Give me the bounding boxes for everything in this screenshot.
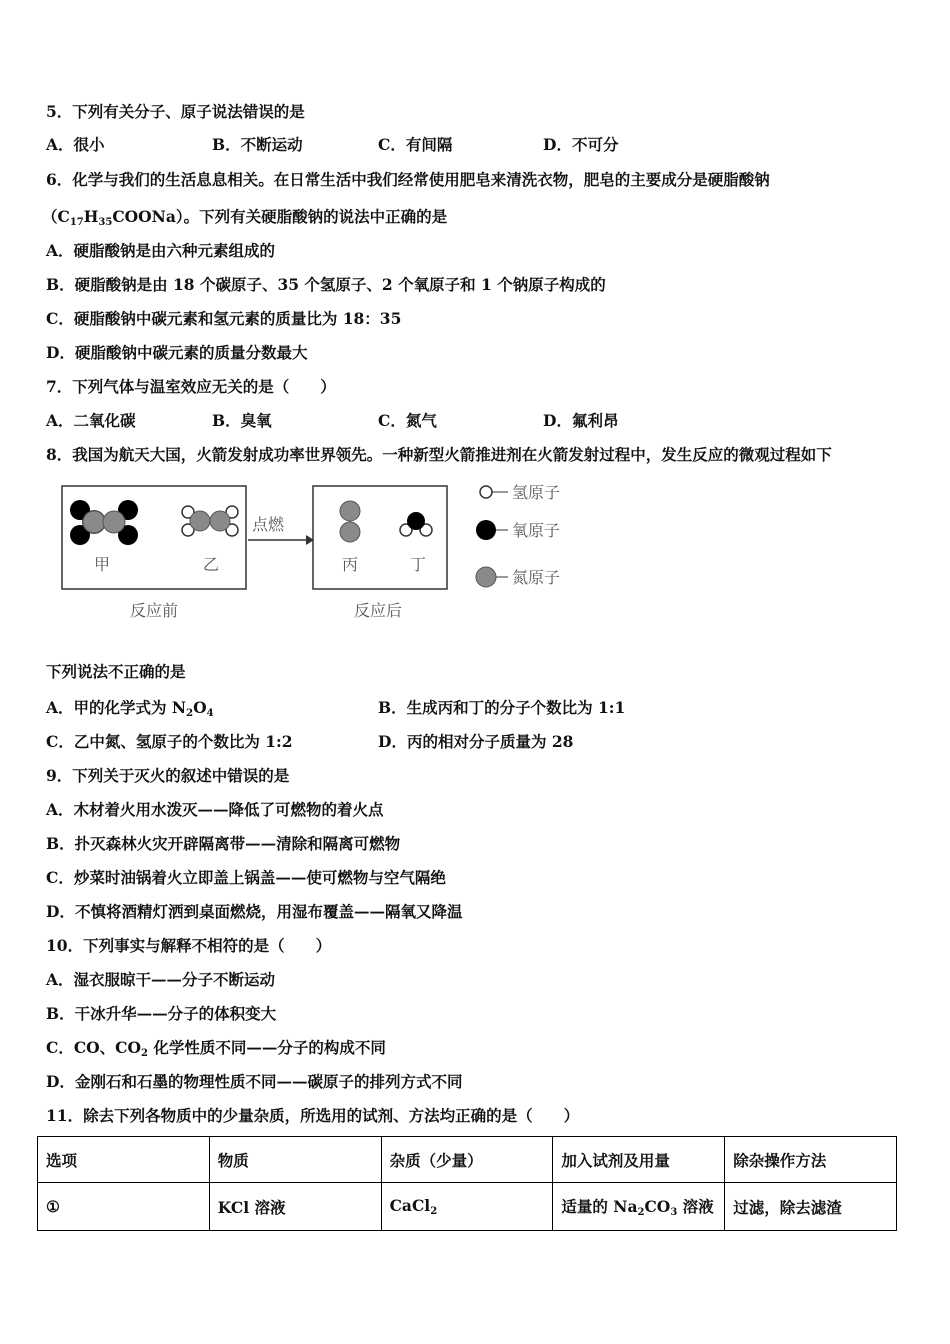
after-box — [313, 486, 447, 589]
q8-option-a: A．甲的化学式为 $N_2O_4$ — [46, 698, 214, 719]
legend — [476, 483, 560, 587]
q11-stem: 11．除去下列各物质中的少量杂质，所选用的试剂、方法均正确的是（ ） — [46, 1106, 580, 1125]
q9-option-d: D．不慎将酒精灯洒到桌面燃烧，用湿布覆盖——隔氧又降温 — [46, 902, 463, 921]
table-header-cell: 杂质（少量） — [381, 1137, 553, 1183]
q5-stem: 5．下列有关分子、原子说法错误的是 — [46, 102, 305, 121]
q6-option-d: D．硬脂酸钠中碳元素的质量分数最大 — [46, 343, 308, 362]
molecule-ding — [400, 512, 432, 536]
q5-option-a: A．很小 — [46, 135, 105, 154]
q6-option-c: C．硬脂酸钠中碳元素和氢元素的质量比为 18：35 — [46, 309, 402, 328]
q11-table — [37, 1136, 897, 1231]
q9-option-c: C．炒菜时油锅着火立即盖上锅盖——使可燃物与空气隔绝 — [46, 868, 446, 887]
q5-option-b: B．不断运动 — [212, 135, 303, 154]
q7-option-d: D．氟利昂 — [543, 411, 619, 430]
reaction-diagram — [60, 478, 590, 628]
q8-option-c: C．乙中氮、氢原子的个数比为 1:2 — [46, 732, 293, 751]
q6-stem-line1: 6．化学与我们的生活息息相关。在日常生活中我们经常使用肥皂来清洗衣物，肥皂的主要成分是硬脂酸钠 — [46, 170, 770, 189]
q10-option-c: C．CO、$CO_2$ 化学性质不同——分子的构成不同 — [46, 1038, 386, 1059]
molecule-jia — [70, 500, 138, 545]
table-header-cell: 除杂操作方法 — [725, 1137, 897, 1183]
q9-stem: 9．下列关于灭火的叙述中错误的是 — [46, 766, 290, 785]
table-header-cell: 物质 — [209, 1137, 381, 1183]
arrow-label: 点燃 — [252, 515, 285, 534]
q7-stem: 7．下列气体与温室效应无关的是（ ） — [46, 377, 336, 396]
legend-nitrogen-icon — [476, 567, 496, 587]
label-after: 反应后 — [354, 601, 403, 620]
label-bing: 丙 — [342, 555, 359, 574]
q10-option-d: D．金刚石和石墨的物理性质不同——碳原子的排列方式不同 — [46, 1072, 463, 1091]
q6-option-a: A．硬脂酸钠是由六种元素组成的 — [46, 241, 276, 260]
legend-nitrogen: 氮原子 — [512, 568, 561, 587]
q9-option-b: B．扑灭森林火灾开辟隔离带——清除和隔离可燃物 — [46, 834, 401, 853]
q8-stem: 8．我国为航天大国，火箭发射成功率世界领先。一种新型火箭推进剂在火箭发射过程中，发生反应的微观过程如下 — [46, 445, 832, 464]
table-header-cell: 加入试剂及用量 — [553, 1137, 725, 1183]
label-yi: 乙 — [203, 555, 220, 574]
q8-option-b: B．生成丙和丁的分子个数比为 1:1 — [378, 698, 626, 717]
legend-hydrogen-icon — [480, 486, 492, 498]
q10-option-a: A．湿衣服晾干——分子不断运动 — [46, 970, 276, 989]
table-header-row — [38, 1137, 897, 1183]
q6-option-b: B．硬脂酸钠是由 18 个碳原子、35 个氢原子、2 个氧原子和 1 个钠原子构成的 — [46, 275, 606, 294]
label-before: 反应前 — [130, 601, 179, 620]
q10-stem: 10．下列事实与解释不相符的是（ ） — [46, 936, 332, 955]
table-cell-reagent: 适量的 $Na_2CO_3$ 溶液 — [553, 1183, 725, 1231]
table-cell-impurity: CaCl$_2$ — [381, 1183, 553, 1231]
q7-option-c: C．氮气 — [378, 411, 437, 430]
q5-option-d: D．不可分 — [543, 135, 619, 154]
table-cell-option: ① — [38, 1183, 210, 1231]
legend-oxygen: 氧原子 — [512, 521, 561, 540]
q7-option-a: A．二氧化碳 — [46, 411, 136, 430]
table-cell-method: 过滤，除去滤渣 — [725, 1183, 897, 1231]
q10-option-b: B．干冰升华——分子的体积变大 — [46, 1004, 277, 1023]
q6-stem-line2: $(C_{17}H_{35}COONa)$。下列有关硬脂酸钠的说法中正确的是 — [42, 207, 448, 228]
q5-option-c: C．有间隔 — [378, 135, 453, 154]
legend-oxygen-icon — [476, 520, 496, 540]
legend-hydrogen: 氢原子 — [512, 483, 561, 502]
q7-option-b: B．臭氧 — [212, 411, 272, 430]
label-jia: 甲 — [94, 555, 111, 574]
molecule-bing — [340, 501, 360, 542]
molecule-yi — [182, 506, 238, 536]
label-ding: 丁 — [410, 555, 427, 574]
q8-option-d: D．丙的相对分子质量为 28 — [378, 732, 574, 751]
table-cell-substance: KCl 溶液 — [209, 1183, 381, 1231]
q9-option-a: A．木材着火用水泼灭——降低了可燃物的着火点 — [46, 800, 384, 819]
table-row — [38, 1183, 897, 1231]
table-header-cell: 选项 — [38, 1137, 210, 1183]
q8-prompt: 下列说法不正确的是 — [46, 662, 186, 681]
